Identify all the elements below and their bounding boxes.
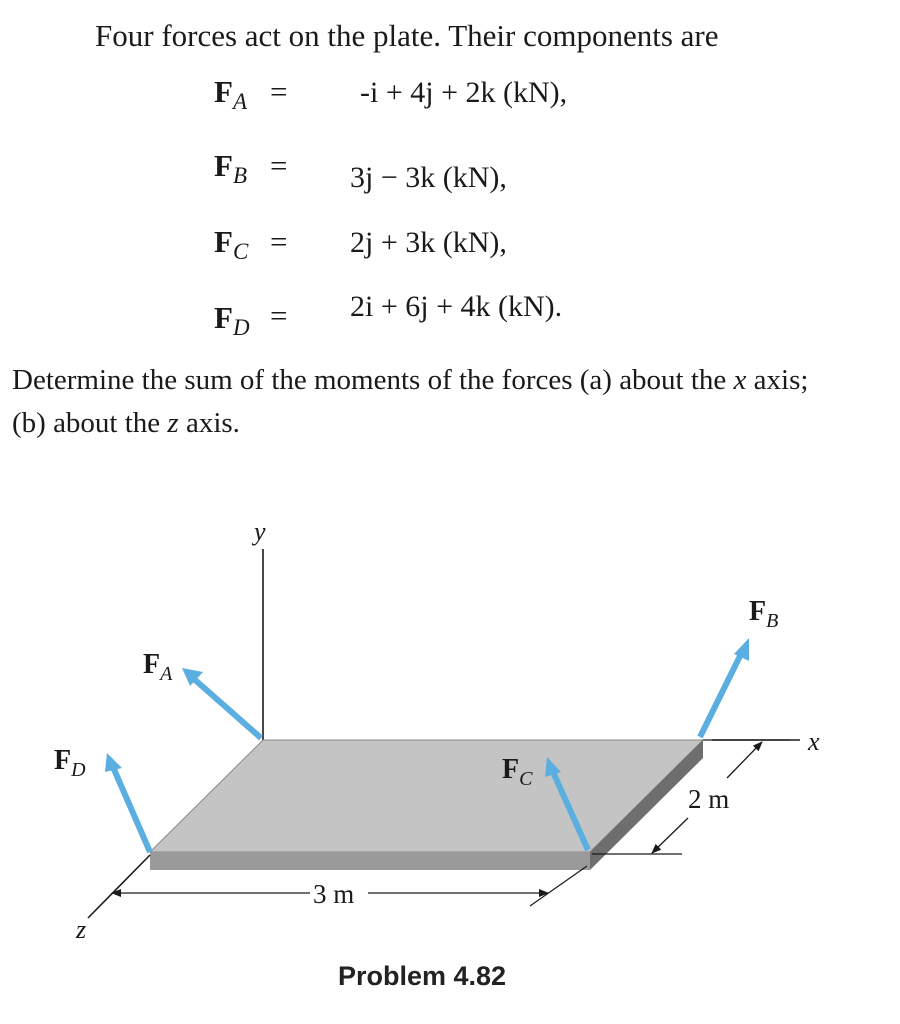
question-line-1: Determine the sum of the moments of the forces (a) about the x axis;	[12, 364, 809, 396]
equals-sign: =	[270, 74, 288, 109]
y-axis-label: y	[254, 517, 266, 546]
force-subscript: B	[232, 163, 247, 188]
force-label-c: $F_C$	[502, 754, 533, 790]
force-label-a: $F_A$	[143, 649, 173, 685]
force-subscript: D	[232, 315, 250, 340]
force-arrow-d	[105, 753, 150, 852]
force-subscript: C	[232, 239, 249, 264]
dim-3m-label: 3 m	[313, 879, 355, 909]
problem-intro: Four forces act on the plate. Their components are	[95, 18, 719, 53]
question-line-2: (b) about the z axis.	[12, 407, 240, 439]
force-arrow-a	[182, 668, 261, 738]
force-symbol: F	[214, 74, 233, 109]
z-axis-label: z	[76, 915, 87, 944]
dim-3m-ext-right	[530, 866, 587, 906]
axis-x-ref: x	[733, 364, 747, 396]
dim-2m-label: 2 m	[688, 784, 730, 814]
force-symbol: F	[214, 148, 233, 183]
equals-sign: =	[270, 224, 288, 259]
force-label-d: $F_D$	[54, 745, 86, 781]
force-symbol: F	[214, 300, 233, 335]
plate-front-edge	[150, 852, 590, 870]
equals-sign: =	[270, 298, 288, 333]
equation-fa-value: -i + 4j + 2k (kN),	[360, 76, 568, 109]
figure-caption: Problem 4.82	[338, 961, 507, 991]
force-label-b: $F_B$	[749, 596, 779, 632]
x-axis-label: x	[808, 727, 820, 756]
z-axis-line	[88, 855, 150, 918]
equation-fd-value: 2i + 6j + 4k (kN).	[350, 290, 563, 323]
dim-2m-line-bottom	[652, 818, 688, 853]
force-symbol: F	[214, 224, 233, 259]
force-arrow-b	[700, 638, 749, 737]
axis-z-ref: z	[167, 407, 179, 439]
dim-2m-line-top	[727, 742, 762, 778]
equation-fc-value: 2j + 3k (kN),	[350, 226, 507, 259]
equals-sign: =	[270, 148, 288, 183]
force-subscript: A	[232, 89, 247, 114]
equation-fb-value: 3j − 3k (kN),	[350, 161, 507, 194]
